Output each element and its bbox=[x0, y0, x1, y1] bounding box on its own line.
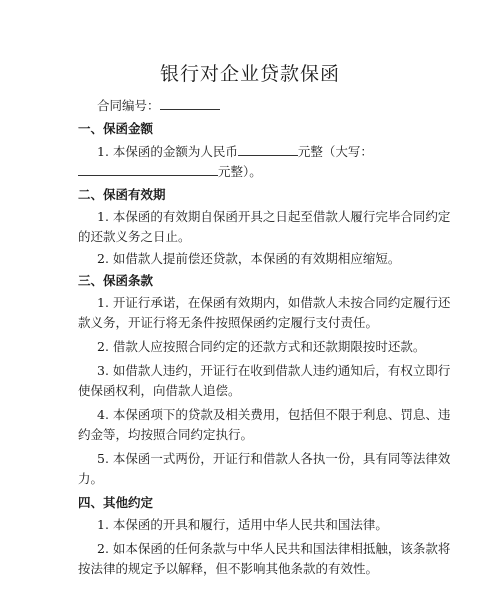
amount-capital-label: 元整（大写： bbox=[297, 144, 373, 159]
amount-capital-end: 元整）。 bbox=[218, 164, 262, 179]
paragraph-line: 3. 如借款人违约，开证行在收到借款人违约通知后，有权立即行 bbox=[97, 363, 451, 378]
amount-figure-blank bbox=[238, 142, 298, 156]
paragraph-line: 2. 借款人应按照合同约定的还款方式和还款期限按时还款。 bbox=[97, 339, 426, 354]
paragraph-line: 4. 本保函项下的贷款及相关费用，包括但不限于利息、罚息、违 bbox=[97, 407, 451, 422]
contract-number-line bbox=[97, 96, 457, 115]
paragraph-line: 的还款义务之日止。 bbox=[78, 229, 191, 244]
amount-capital-line bbox=[78, 162, 438, 181]
paragraph-line: 2. 如本保函的任何条款与中华人民共和国法律相抵触，该条款将 bbox=[97, 541, 451, 556]
amount-line bbox=[97, 142, 457, 161]
section-heading-amount: 一、保函金额 bbox=[78, 121, 154, 136]
paragraph-line: 1. 本保函的有效期自保函开具之日起至借款人履行完毕合同约定 bbox=[97, 209, 451, 224]
paragraph-line: 5. 本保函一式两份，开证行和借款人各执一份，具有同等法律效 bbox=[97, 451, 451, 466]
paragraph-line: 1. 开证行承诺，在保函有效期内，如借款人未按合同约定履行还 bbox=[97, 295, 451, 310]
paragraph-line: 力。 bbox=[78, 471, 104, 486]
contract-number-blank bbox=[160, 96, 220, 110]
paragraph-line: 约金等，均按照合同约定执行。 bbox=[78, 427, 254, 442]
section-heading-other: 四、其他约定 bbox=[78, 495, 154, 510]
amount-text: 1. 本保函的金额为人民币 bbox=[97, 144, 238, 159]
paragraph-line: 1. 本保函的开具和履行，适用中华人民共和国法律。 bbox=[97, 517, 388, 532]
paragraph-line: 2. 如借款人提前偿还贷款，本保函的有效期相应缩短。 bbox=[97, 251, 401, 266]
contract-number-label: 合同编号： bbox=[97, 98, 160, 113]
paragraph-line: 使保函权利，向借款人追偿。 bbox=[78, 383, 241, 398]
paragraph-line: 按法律的规定予以解释，但不影响其他条款的有效性。 bbox=[78, 561, 379, 576]
document-title: 银行对企业贷款保函 bbox=[159, 63, 340, 85]
section-heading-validity: 二、保函有效期 bbox=[78, 187, 166, 202]
amount-capital-blank bbox=[78, 162, 218, 176]
section-heading-terms: 三、保函条款 bbox=[78, 273, 154, 288]
paragraph-line: 款义务，开证行将无条件按照保函约定履行支付责任。 bbox=[78, 315, 379, 330]
